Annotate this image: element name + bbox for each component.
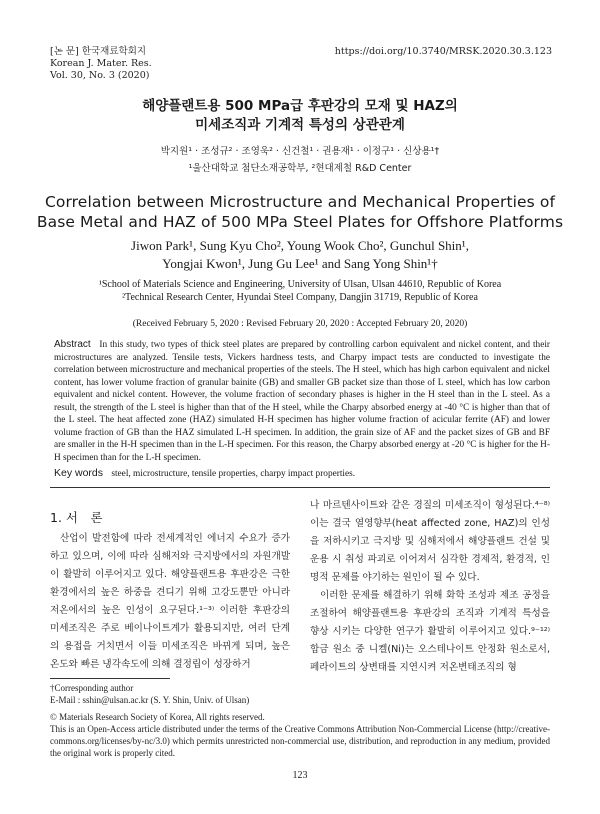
received-dates: (Received February 5, 2020 : Revised February 20, 2020 : Accepted February 20, 2020)	[132, 319, 468, 329]
footnote-divider	[50, 678, 170, 679]
journal-abbrev: Korean J. Mater. Res.	[50, 58, 152, 69]
journal-volume: Vol. 30, No. 3 (2020)	[50, 70, 150, 81]
english-title-line2: Base Metal and HAZ of 500 MPa Steel Plates for Offshore Platforms	[36, 213, 564, 231]
left-column	[50, 530, 290, 674]
keywords-text: steel, microstructure, tensile properties, charpy impact properties.	[111, 469, 356, 479]
english-authors-line2: Yongjai Kwon¹, Jung Gu Lee¹ and Sang Yong Shin¹†	[162, 256, 438, 271]
footnote	[50, 682, 550, 759]
korean-title-line2: 미세조직과 기계적 특성의 상관관계	[195, 117, 405, 133]
english-affiliation-2: ²Technical Research Center, Hyundai Steel Company, Dangjin 31719, Republic of Korea	[122, 292, 478, 303]
copyright-notice: © Materials Research Society of Korea, All rights reserved.	[50, 712, 265, 722]
abstract-label: Abstract	[54, 339, 91, 350]
english-affiliation-1: ¹School of Materials Science and Engineering, University of Ulsan, Ulsan 44610, Republic of Korea	[98, 279, 502, 290]
english-title-line1: Correlation between Microstructure and Mechanical Properties of	[44, 193, 556, 211]
section-heading: 1. 서 론	[50, 510, 103, 525]
journal-header	[50, 46, 152, 82]
korean-affiliation: ¹울산대학교 첨단소재공학부, ²현대제철 R&D Center	[188, 163, 412, 174]
page-number: 123	[292, 770, 308, 781]
license-notice: This is an Open-Access article distributed under the terms of the Creative Commons Attribution Non-Commercial License (http://creative-commons.org/licenses/by-nc/3.0) which permits unrestricted non-commercial use, distribution, and reproduction in any medium, provided the original work is properly cited.	[50, 724, 550, 758]
korean-title-line1: 해양플랜트용 500 MPa급 후판강의 모재 및 HAZ의	[142, 98, 458, 114]
journal-name: [논 문] 한국재료학회지	[50, 46, 147, 57]
right-paragraph-2: 이러한 문제를 해결하기 위해 화학 조성과 제조 공정을 조절하여 해양플랜트용 후판강의 조직과 기계적 특성을 향상 시키는 다양한 연구가 활발히 이루어지고 있다.⁹⁻¹²⁾ 합금 원소 중 니켈(Ni)는 오스테나이트 안정화 원소로서, 페라이트의 상변태를 지연시켜 저온변태조직의 형	[310, 590, 550, 673]
korean-authors: 박지원¹ · 조성규² · 조영욱² · 신건철¹ · 권용재¹ · 이정구¹ · 신상용¹†	[160, 146, 440, 157]
author-email[interactable]: E-Mail : sshin@ulsan.ac.kr (S. Y. Shin, Univ. of Ulsan)	[50, 695, 250, 705]
keywords	[54, 467, 550, 479]
corresponding-author: †Corresponding author	[50, 683, 134, 693]
keywords-label: Key words	[54, 467, 104, 479]
left-paragraph-1: 산업이 발전함에 따라 전세계적인 에너지 수요가 증가하고 있으며, 이에 따라 심해저와 극지방에서의 자원개발이 활발히 이루어지고 있다. 해양플랜트용 후판강은 극한 환경에서의 높은 하중을 견디기 위해 고강도뿐만 아니라 저온에서의 높은 인성이 요구된다.¹⁻³⁾ 이러한 후판강의 미세조직은 주로 베이나이트계가 활용되지만, 여러 단계의 용접을 거치면서 이들 미세조직은 바뀌게 되며, 높은 온도와 빠른 냉각속도에 의해 결정립이 성장하거	[50, 533, 290, 670]
english-authors-line1: Jiwon Park¹, Sung Kyu Cho², Young Wook Cho², Gunchul Shin¹,	[131, 238, 469, 253]
abstract-text: In this study, two types of thick steel plates are prepared by controlling carbon equivalent and nickel content, and their microstructures are analyzed. Tensile tests, Vickers hardness tests, and Charpy impact tests are conducted to investigate the correlation between microstructure and mechanical properties of the steels. The H steel, which has high carbon equivalent and nickel content, has lower volume fraction of granular bainite (GB) and smaller GB packet size than those of L steel, which has low carbon equivalent and nickel content. However, the volume fraction of secondary phases is higher in the H steel than in the L steel. As a result, the strength of the L steel is higher than that of the H steel, while the Charpy absorbed energy at -40 °C is higher than that of the L steel. The heat affected zone (HAZ) simulated H-H specimen has higher volume fraction of acicular ferrite (AF) and lower volume fraction of GB than the HAZ simulated L-H specimen. In addition, the grain size of AF and the packet sizes of GB and BF are smaller in the H-H specimen than in the L-H specimen. For this reason, the Charpy absorbed energy at -20 °C is higher for the H-H specimen than for the L-H specimen.	[54, 340, 550, 463]
abstract	[54, 339, 550, 464]
right-column	[310, 497, 550, 677]
abstract-divider	[50, 487, 550, 488]
doi-link[interactable]: https://doi.org/10.3740/MRSK.2020.30.3.123	[334, 46, 552, 57]
right-paragraph-1: 나 마르텐사이트와 같은 경질의 미세조직이 형성된다.⁴⁻⁸⁾ 이는 결국 열영향부(heat affected zone, HAZ)의 인성을 저하시키고 극지방 및 심해저에서 해양플랜트 건설 및 운용 시 취성 파괴로 이어져서 심각한 경제적, 환경적, 인명적 문제를 야기하는 원인이 될 수 있다.	[310, 500, 550, 583]
